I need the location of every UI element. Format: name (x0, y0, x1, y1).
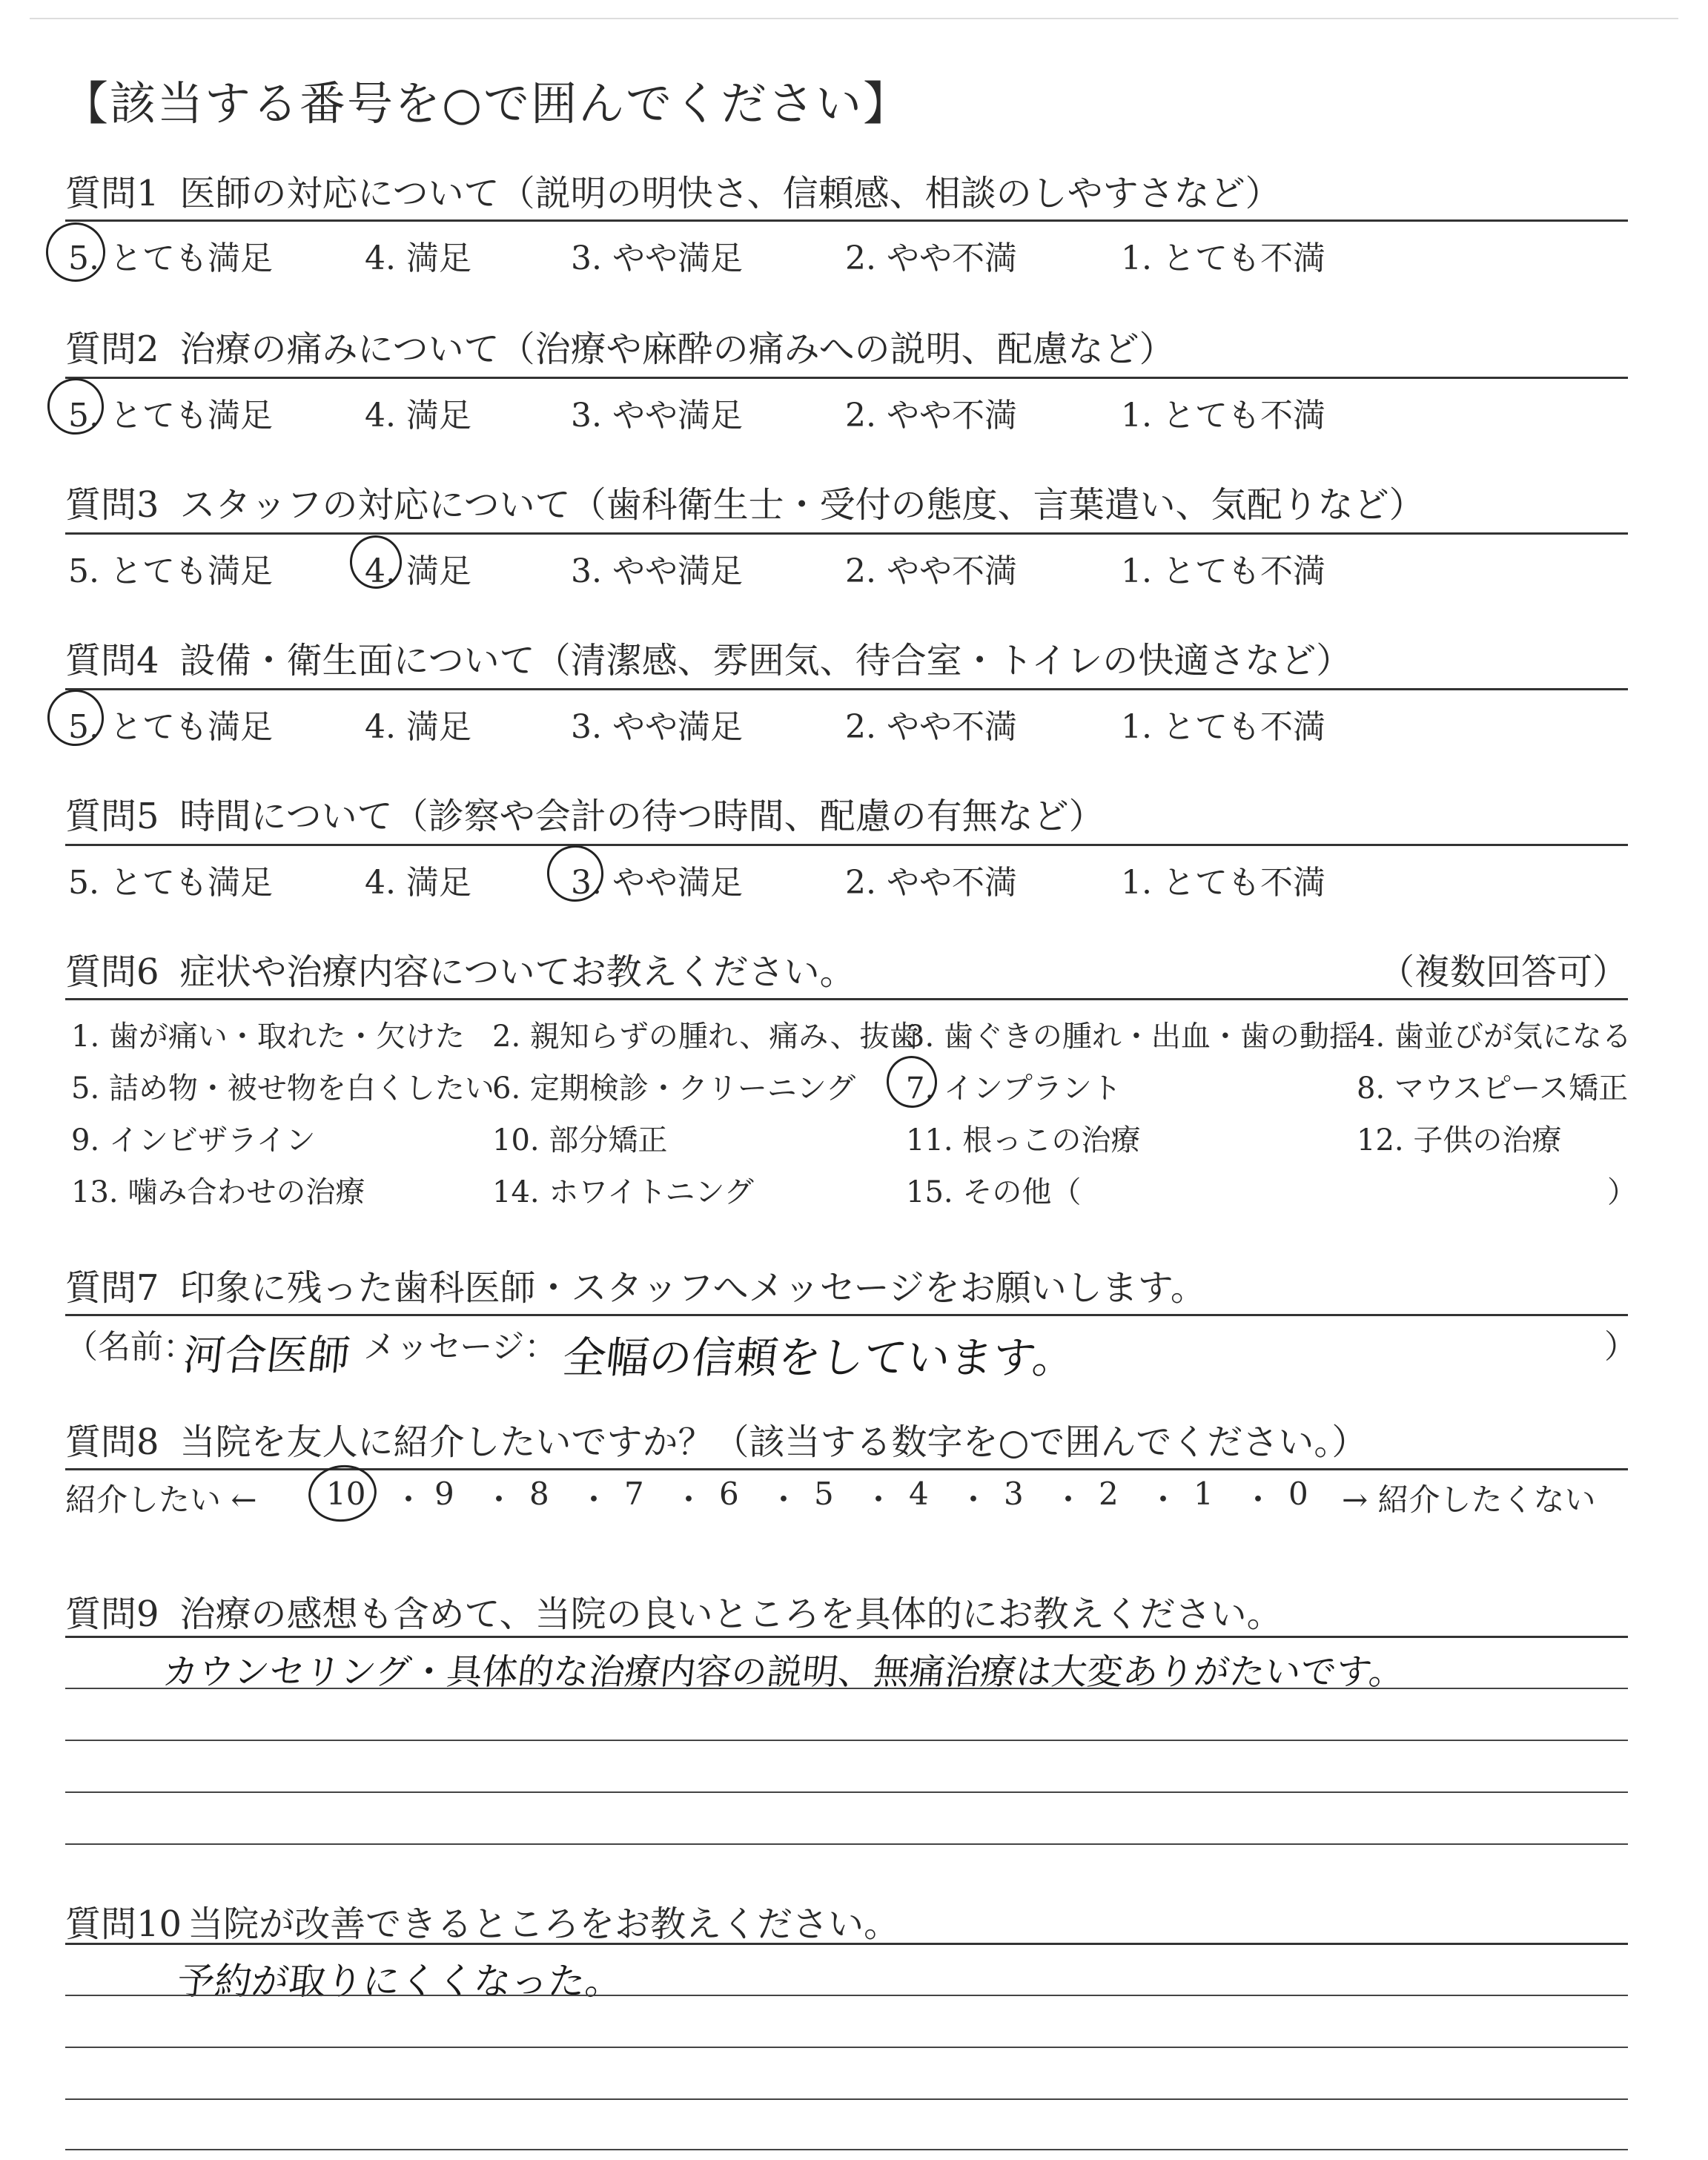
q6-option-10[interactable]: 10. 部分矯正 (492, 1123, 668, 1157)
question-number: 質問4 (65, 640, 159, 681)
divider (65, 377, 1628, 379)
q6-option-8[interactable]: 8. マウスピース矯正 (1357, 1071, 1629, 1106)
scale-9[interactable]: 9 (434, 1476, 454, 1512)
q5-option-3[interactable]: 3. やや満足 (571, 864, 743, 902)
q6-option-3[interactable]: 3. 歯ぐきの腫れ・出血・歯の動揺 (906, 1020, 1359, 1054)
divider (65, 998, 1628, 1000)
scale-dot: ・ (863, 1482, 895, 1518)
question-number: 質問3 (65, 484, 159, 526)
q6-option-1[interactable]: 1. 歯が痛い・取れた・欠けた (71, 1020, 465, 1054)
q6-option-14[interactable]: 14. ホワイトニング (492, 1175, 754, 1209)
q6-option-15[interactable]: 15. その他（ (906, 1175, 1082, 1209)
answer-line (65, 1995, 1628, 1996)
question-number: 質問8 (65, 1421, 159, 1463)
question-text: 印象に残った歯科医師・スタッフへメッセージをお願いします。 (179, 1267, 1206, 1309)
question-1 (65, 165, 1281, 216)
q6-option-12[interactable]: 12. 子供の治療 (1357, 1123, 1562, 1157)
question-text: 治療の感想も含めて、当院の良いところを具体的にお教えください。 (179, 1593, 1282, 1635)
scan-edge (30, 18, 1678, 19)
handwritten-answer: 予約が取りにくくなった。 (175, 1960, 625, 2003)
answer-line (65, 1688, 1628, 1689)
question-text: 症状や治療内容についてお教えください。 (179, 951, 855, 993)
scale-dot: ・ (578, 1482, 610, 1518)
divider (65, 1636, 1628, 1638)
question-text: 当院を友人に紹介したいですか？（該当する数字を○で囲んでください。） (179, 1421, 1368, 1463)
q6-option-13[interactable]: 13. 噛み合わせの治療 (71, 1175, 365, 1209)
q4-option-2[interactable]: 2. やや不満 (845, 708, 1017, 746)
q1-option-3[interactable]: 3. やや満足 (571, 240, 743, 277)
q6-option-7[interactable]: 7. インプラント (906, 1071, 1122, 1106)
q3-option-2[interactable]: 2. やや不満 (845, 552, 1017, 590)
q3-option-3[interactable]: 3. やや満足 (571, 552, 743, 590)
divider (65, 532, 1628, 535)
q2-option-4[interactable]: 4. 満足 (365, 397, 471, 435)
question-2 (65, 320, 1175, 371)
divider (65, 844, 1628, 846)
divider (65, 1943, 1628, 1945)
message-label: メッセージ： (363, 1328, 557, 1366)
q2-option-2[interactable]: 2. やや不満 (845, 397, 1017, 435)
name-label: （名前： (65, 1328, 196, 1366)
q5-option-2[interactable]: 2. やや不満 (845, 864, 1017, 902)
question-number: 質問2 (65, 328, 159, 370)
question-9 (65, 1585, 1282, 1636)
scale-dot: ・ (958, 1482, 990, 1518)
question-number: 質問10 (65, 1903, 182, 1945)
recommend-right-label: → 紹介したくない (1342, 1482, 1596, 1518)
question-10 (65, 1895, 899, 1946)
question-5 (65, 787, 1105, 839)
q1-option-5[interactable]: 5. とても満足 (68, 240, 273, 277)
answer-line (65, 2149, 1628, 2150)
q1-option-1[interactable]: 1. とても不満 (1121, 240, 1325, 277)
question-number: 質問6 (65, 951, 159, 993)
answer-line (65, 1843, 1628, 1845)
q1-option-2[interactable]: 2. やや不満 (845, 240, 1017, 277)
q3-option-1[interactable]: 1. とても不満 (1121, 552, 1325, 590)
scale-8[interactable]: 8 (529, 1476, 549, 1512)
q7-close-paren: ） (1604, 1328, 1637, 1366)
scale-dot: ・ (393, 1482, 425, 1518)
q5-option-1[interactable]: 1. とても不満 (1121, 864, 1325, 902)
question-4 (65, 632, 1351, 683)
answer-line (65, 2047, 1628, 2048)
scale-dot: ・ (1053, 1482, 1085, 1518)
q3-option-5[interactable]: 5. とても満足 (68, 552, 273, 590)
question-text: 医師の対応について（説明の明快さ、信頼感、相談のしやすさなど） (179, 173, 1281, 214)
answer-line (65, 1791, 1628, 1793)
scale-4[interactable]: 4 (909, 1476, 929, 1512)
question-text: 設備・衛生面について（清潔感、雰囲気、待合室・トイレの快適さなど） (179, 640, 1352, 681)
multiple-answers-note: （複数回答可） (1378, 951, 1628, 993)
question-number: 質問1 (65, 173, 159, 214)
scale-1[interactable]: 1 (1194, 1476, 1214, 1512)
question-number: 質問5 (65, 796, 159, 837)
recommend-left-label: 紹介したい ← (65, 1482, 257, 1518)
scale-3[interactable]: 3 (1004, 1476, 1024, 1512)
q2-option-5[interactable]: 5. とても満足 (68, 397, 273, 435)
scale-dot: ・ (673, 1482, 705, 1518)
q5-option-4[interactable]: 4. 満足 (365, 864, 471, 902)
q1-option-4[interactable]: 4. 満足 (365, 240, 471, 277)
q6-option-5[interactable]: 5. 詰め物・被せ物を白くしたい (71, 1071, 494, 1106)
handwritten-name: 河合医師 (181, 1332, 352, 1380)
selection-circle (305, 1461, 380, 1526)
other-close-paren: ） (1607, 1175, 1637, 1209)
scale-5[interactable]: 5 (814, 1476, 834, 1512)
divider (65, 1314, 1628, 1316)
question-text: 時間について（診察や会計の待つ時間、配慮の有無など） (179, 796, 1105, 837)
question-number: 質問9 (65, 1593, 159, 1635)
q6-option-2[interactable]: 2. 親知らずの腫れ、痛み、抜歯 (492, 1020, 919, 1054)
q6-option-9[interactable]: 9. インビザライン (71, 1123, 316, 1157)
q4-option-3[interactable]: 3. やや満足 (571, 708, 743, 746)
q6-option-11[interactable]: 11. 根っこの治療 (906, 1123, 1141, 1157)
scale-dot: ・ (1148, 1482, 1179, 1518)
q4-option-5[interactable]: 5. とても満足 (68, 708, 273, 746)
question-text: 当院が改善できるところをお教えください。 (188, 1903, 900, 1945)
q5-option-5[interactable]: 5. とても満足 (68, 864, 273, 902)
handwritten-answer: カウンセリング・具体的な治療内容の説明、無痛治療は大変ありがたいです。 (160, 1651, 1407, 1693)
answer-line (65, 1740, 1628, 1741)
divider (65, 1468, 1628, 1470)
q2-option-1[interactable]: 1. とても不満 (1121, 397, 1325, 435)
scale-6[interactable]: 6 (719, 1476, 739, 1512)
divider (65, 219, 1628, 222)
scale-dot: ・ (483, 1482, 515, 1518)
scale-2[interactable]: 2 (1099, 1476, 1119, 1512)
q4-option-1[interactable]: 1. とても不満 (1121, 708, 1325, 746)
handwritten-message: 全幅の信頼をしています。 (560, 1332, 1079, 1383)
question-text: 治療の痛みについて（治療や麻酔の痛みへの説明、配慮など） (179, 328, 1175, 370)
instruction-header: 【該当する番号を○で囲んでください】 (62, 76, 911, 131)
question-8 (65, 1413, 1367, 1464)
scale-7[interactable]: 7 (624, 1476, 644, 1512)
question-7 (65, 1259, 1206, 1310)
question-text: スタッフの対応について（歯科衛生士・受付の態度、言葉遣い、気配りなど） (179, 484, 1425, 526)
scale-dot: ・ (768, 1482, 800, 1518)
question-number: 質問7 (65, 1267, 159, 1309)
divider (65, 688, 1628, 690)
q6-option-4[interactable]: 4. 歯並びが気になる (1357, 1020, 1632, 1054)
q3-option-4[interactable]: 4. 満足 (365, 552, 471, 590)
q4-option-4[interactable]: 4. 満足 (365, 708, 471, 746)
question-6 (65, 943, 855, 994)
q2-option-3[interactable]: 3. やや満足 (571, 397, 743, 435)
scale-dot: ・ (1242, 1482, 1274, 1518)
question-3 (65, 476, 1425, 527)
answer-line (65, 2098, 1628, 2100)
q6-option-6[interactable]: 6. 定期検診・クリーニング (492, 1071, 856, 1106)
scale-10[interactable]: 10 (326, 1476, 366, 1512)
scale-0[interactable]: 0 (1288, 1476, 1308, 1512)
